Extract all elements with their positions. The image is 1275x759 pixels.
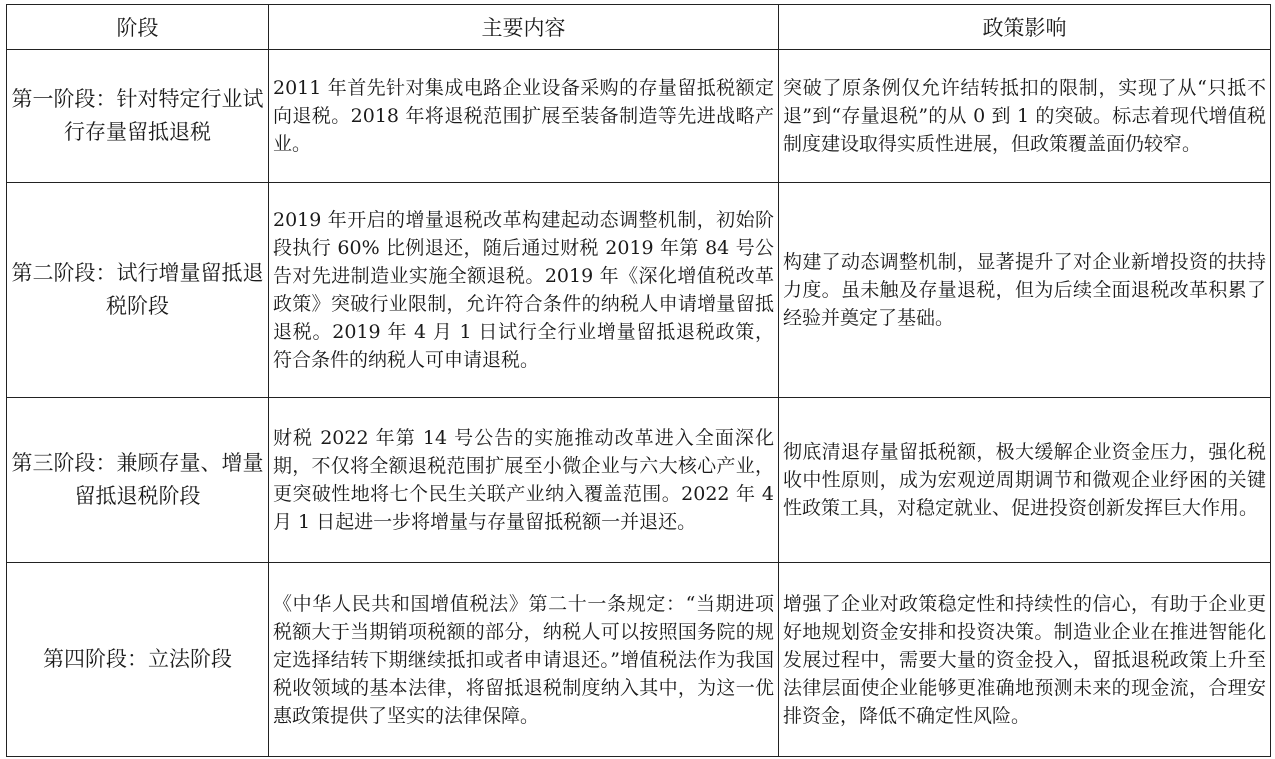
content-cell: 财税 2022 年第 14 号公告的实施推动改革进入全面深化期，不仅将全额退税范围扩展至小微企业与六大核心产业，更突破性地将七个民生关联产业纳入覆盖范围。2022 年 4 月 1 日起进一步将增量与存量留抵税额一并退还。 (269, 398, 779, 563)
impact-cell: 突破了原条例仅允许结转抵扣的限制，实现了从“只抵不退”到“存量退税”的从 0 到 1 的突破。标志着现代增值税制度建设取得实质性进展，但政策覆盖面仍较窄。 (779, 50, 1271, 183)
content-cell: 2019 年开启的增量退税改革构建起动态调整机制，初始阶段执行 60% 比例退还，随后通过财税 2019 年第 84 号公告对先进制造业实施全额退税。2019 年《深化增值税改革政策》突破行业限制，允许符合条件的纳税人申请增量留抵退税。2019 年 4 月 1 日试行全行业增量留抵退税政策，符合条件的纳税人可申请退税。 (269, 183, 779, 398)
table-row (7, 398, 1271, 563)
impact-cell: 增强了企业对政策稳定性和持续性的信心，有助于企业更好地规划资金安排和投资决策。制造业企业在推进智能化发展过程中，需要大量的资金投入，留抵退税政策上升至法律层面使企业能够更准确地预测未来的现金流，合理安排资金，降低不确定性风险。 (779, 563, 1271, 757)
header-row (7, 5, 1271, 50)
stage-cell: 第三阶段：兼顾存量、增量留抵退税阶段 (7, 398, 269, 563)
header-impact: 政策影响 (779, 5, 1271, 50)
stage-cell: 第一阶段：针对特定行业试行存量留抵退税 (7, 50, 269, 183)
policy-stages-table (6, 4, 1271, 757)
table-row (7, 183, 1271, 398)
header-stage: 阶段 (7, 5, 269, 50)
content-cell: 2011 年首先针对集成电路企业设备采购的存量留抵税额定向退税。2018 年将退税范围扩展至装备制造等先进战略产业。 (269, 50, 779, 183)
table-row (7, 50, 1271, 183)
table-row (7, 563, 1271, 757)
stage-cell: 第二阶段：试行增量留抵退税阶段 (7, 183, 269, 398)
impact-cell: 构建了动态调整机制，显著提升了对企业新增投资的扶持力度。虽未触及存量退税，但为后续全面退税改革积累了经验并奠定了基础。 (779, 183, 1271, 398)
stage-cell: 第四阶段：立法阶段 (7, 563, 269, 757)
impact-cell: 彻底清退存量留抵税额，极大缓解企业资金压力，强化税收中性原则，成为宏观逆周期调节和微观企业纾困的关键性政策工具，对稳定就业、促进投资创新发挥巨大作用。 (779, 398, 1271, 563)
content-cell: 《中华人民共和国增值税法》第二十一条规定：“当期进项税额大于当期销项税额的部分，纳税人可以按照国务院的规定选择结转下期继续抵扣或者申请退还。”增值税法作为我国税收领域的基本法律，将留抵退税制度纳入其中，为这一优惠政策提供了坚实的法律保障。 (269, 563, 779, 757)
header-content: 主要内容 (269, 5, 779, 50)
